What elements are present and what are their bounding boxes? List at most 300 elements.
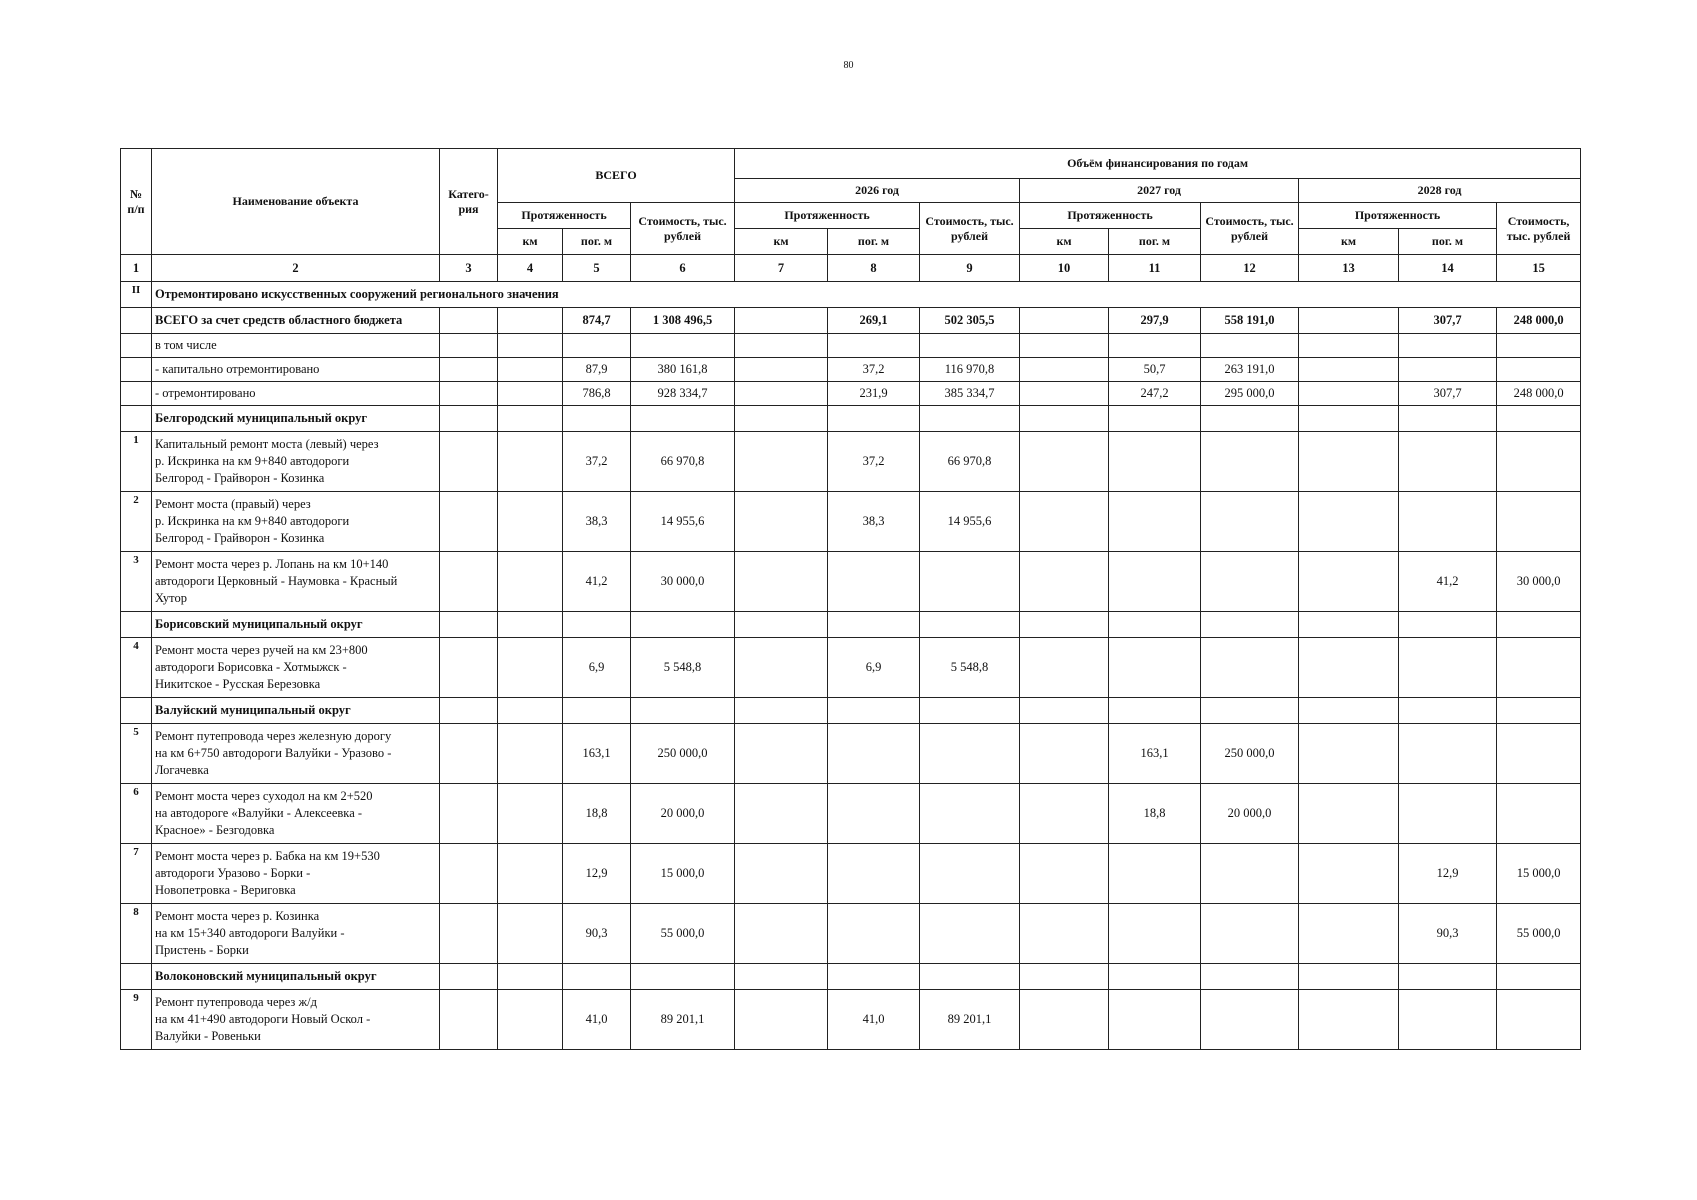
value-cell: 250 000,0 [631, 724, 735, 784]
value-cell: 295 000,0 [1201, 382, 1299, 406]
object-name-line: Волоконовский муниципальный округ [155, 969, 377, 984]
value-cell [1299, 308, 1399, 334]
value-cell [1109, 612, 1201, 638]
value-cell [498, 334, 563, 358]
value-cell [1299, 638, 1399, 698]
value-cell [1201, 432, 1299, 492]
value-cell [1020, 432, 1109, 492]
object-name-line: Никитское - Русская Березовка [155, 676, 321, 691]
value-cell [1201, 406, 1299, 432]
value-cell [1399, 638, 1497, 698]
value-cell [735, 612, 828, 638]
header-pog-m: пог. м [1109, 229, 1201, 255]
value-cell [440, 552, 498, 612]
header-total: ВСЕГО [498, 149, 735, 203]
value-cell [1399, 698, 1497, 724]
column-number-cell: 2 [152, 255, 440, 282]
value-cell: 250 000,0 [1201, 724, 1299, 784]
header-km: км [498, 229, 563, 255]
value-cell: 1 308 496,5 [631, 308, 735, 334]
value-cell: 15 000,0 [1497, 844, 1581, 904]
value-cell [1497, 358, 1581, 382]
value-cell: 116 970,8 [920, 358, 1020, 382]
value-cell: 41,0 [828, 990, 920, 1050]
value-cell: 248 000,0 [1497, 308, 1581, 334]
object-name-line: на км 15+340 автодороги Валуйки - [155, 926, 345, 941]
value-cell [498, 612, 563, 638]
value-cell [498, 382, 563, 406]
object-name [152, 552, 440, 612]
header-length: Протяженность [498, 203, 631, 229]
value-cell: 55 000,0 [1497, 904, 1581, 964]
row-index: 3 [121, 552, 152, 612]
value-cell [440, 612, 498, 638]
value-cell: 37,2 [828, 358, 920, 382]
district-row [121, 698, 1581, 724]
value-cell [498, 990, 563, 1050]
value-cell: 15 000,0 [631, 844, 735, 904]
value-cell: 41,2 [563, 552, 631, 612]
value-cell [440, 904, 498, 964]
column-number-cell: 11 [1109, 255, 1201, 282]
value-cell: 163,1 [563, 724, 631, 784]
value-cell [563, 698, 631, 724]
table-row [121, 990, 1581, 1050]
value-cell: 6,9 [828, 638, 920, 698]
value-cell: 5 548,8 [920, 638, 1020, 698]
column-number-cell: 13 [1299, 255, 1399, 282]
value-cell [828, 904, 920, 964]
value-cell [631, 334, 735, 358]
header-cost: Стоимость, тыс. рублей [631, 203, 735, 255]
value-cell [1020, 724, 1109, 784]
object-name-line: на км 41+490 автодороги Новый Оскол - [155, 1012, 371, 1027]
value-cell: 385 334,7 [920, 382, 1020, 406]
object-name-line: на км 6+750 автодороги Валуйки - Уразово - [155, 746, 392, 761]
row-index: 6 [121, 784, 152, 844]
header-cost: Стоимость, тыс. рублей [920, 203, 1020, 255]
value-cell [1399, 358, 1497, 382]
value-cell [563, 406, 631, 432]
header-year-2028: 2028 год [1299, 179, 1581, 203]
value-cell [1201, 844, 1299, 904]
value-cell [1020, 964, 1109, 990]
value-cell [1201, 552, 1299, 612]
section-row [121, 282, 1581, 308]
value-cell [1299, 358, 1399, 382]
object-name-line: Белгород - Грайворон - Козинка [155, 530, 325, 545]
value-cell [920, 698, 1020, 724]
column-number-cell: 12 [1201, 255, 1299, 282]
value-cell [828, 552, 920, 612]
value-cell [1201, 698, 1299, 724]
value-cell [1020, 492, 1109, 552]
value-cell [440, 990, 498, 1050]
value-cell [1299, 612, 1399, 638]
value-cell [735, 844, 828, 904]
object-name-line: Белгородский муниципальный округ [155, 411, 368, 426]
table-row [121, 432, 1581, 492]
value-cell [498, 724, 563, 784]
object-name-line: Ремонт моста (правый) через [155, 497, 311, 512]
value-cell: 12,9 [1399, 844, 1497, 904]
value-cell [1299, 964, 1399, 990]
value-cell [735, 492, 828, 552]
value-cell [631, 612, 735, 638]
object-name [152, 308, 440, 334]
value-cell [1299, 492, 1399, 552]
value-cell [1399, 406, 1497, 432]
header-km: км [1299, 229, 1399, 255]
object-name-line: р. Искринка на км 9+840 автодороги [155, 514, 350, 529]
value-cell [1201, 612, 1299, 638]
value-cell [1399, 432, 1497, 492]
value-cell: 89 201,1 [920, 990, 1020, 1050]
value-cell [1020, 308, 1109, 334]
column-number-cell: 5 [563, 255, 631, 282]
row-index: 9 [121, 990, 152, 1050]
value-cell [1497, 964, 1581, 990]
row-index [121, 406, 152, 432]
column-number-cell: 7 [735, 255, 828, 282]
value-cell [1020, 358, 1109, 382]
object-name-line: автодороги Уразово - Борки - [155, 866, 311, 881]
header-length: Протяженность [735, 203, 920, 229]
table-row [121, 552, 1581, 612]
row-index [121, 358, 152, 382]
value-cell: 14 955,6 [631, 492, 735, 552]
value-cell [1109, 638, 1201, 698]
row-index [121, 964, 152, 990]
value-cell: 307,7 [1399, 382, 1497, 406]
value-cell [1497, 990, 1581, 1050]
value-cell [1109, 698, 1201, 724]
value-cell [1299, 784, 1399, 844]
value-cell [828, 844, 920, 904]
value-cell [440, 406, 498, 432]
value-cell [1020, 406, 1109, 432]
value-cell [1109, 904, 1201, 964]
object-name-line: Хутор [155, 590, 187, 605]
value-cell [1399, 964, 1497, 990]
value-cell [1020, 612, 1109, 638]
value-cell [440, 492, 498, 552]
object-name-line: Борисовский муниципальный округ [155, 617, 363, 632]
total-row [121, 308, 1581, 334]
value-cell: 30 000,0 [1497, 552, 1581, 612]
value-cell [1109, 492, 1201, 552]
value-cell [920, 844, 1020, 904]
value-cell [1299, 334, 1399, 358]
header-cost: Стоимость, тыс. рублей [1497, 203, 1581, 255]
object-name [152, 334, 440, 358]
value-cell: 297,9 [1109, 308, 1201, 334]
value-cell [498, 358, 563, 382]
value-cell [1299, 904, 1399, 964]
object-name-line: Валуйский муниципальный округ [155, 703, 351, 718]
value-cell [828, 724, 920, 784]
item-row [121, 334, 1581, 358]
value-cell: 38,3 [828, 492, 920, 552]
value-cell [735, 552, 828, 612]
object-name [152, 612, 440, 638]
value-cell [1299, 844, 1399, 904]
table-row [121, 724, 1581, 784]
value-cell [631, 964, 735, 990]
column-number-cell: 10 [1020, 255, 1109, 282]
header-length: Протяженность [1020, 203, 1201, 229]
value-cell [828, 334, 920, 358]
value-cell: 50,7 [1109, 358, 1201, 382]
item-row [121, 358, 1581, 382]
value-cell [920, 406, 1020, 432]
value-cell [440, 358, 498, 382]
value-cell [1020, 638, 1109, 698]
value-cell [1399, 334, 1497, 358]
value-cell [1299, 698, 1399, 724]
value-cell [1497, 724, 1581, 784]
value-cell [920, 964, 1020, 990]
object-name-line: Красное» - Безгодовка [155, 822, 275, 837]
object-name-line: Ремонт моста через ручей на км 23+800 [155, 643, 368, 658]
value-cell [1497, 406, 1581, 432]
value-cell [1399, 612, 1497, 638]
object-name-line: Пристень - Борки [155, 942, 249, 957]
object-name [152, 784, 440, 844]
column-number-cell: 9 [920, 255, 1020, 282]
value-cell [498, 308, 563, 334]
value-cell [828, 784, 920, 844]
value-cell [920, 612, 1020, 638]
value-cell: 90,3 [563, 904, 631, 964]
value-cell [920, 724, 1020, 784]
header-financing: Объём финансирования по годам [735, 149, 1581, 179]
header-length: Протяженность [1299, 203, 1497, 229]
value-cell: 163,1 [1109, 724, 1201, 784]
item-row [121, 382, 1581, 406]
object-name [152, 698, 440, 724]
object-name [152, 904, 440, 964]
object-name-line: в том числе [155, 338, 217, 353]
value-cell [735, 382, 828, 406]
value-cell [498, 432, 563, 492]
value-cell [920, 552, 1020, 612]
value-cell: 41,2 [1399, 552, 1497, 612]
value-cell [828, 964, 920, 990]
district-row [121, 406, 1581, 432]
value-cell [631, 698, 735, 724]
value-cell [563, 964, 631, 990]
value-cell [1201, 638, 1299, 698]
value-cell [828, 612, 920, 638]
column-number-cell: 3 [440, 255, 498, 282]
value-cell [498, 492, 563, 552]
value-cell [1497, 638, 1581, 698]
value-cell [1109, 990, 1201, 1050]
value-cell [1201, 904, 1299, 964]
object-name-line: - отремонтировано [155, 386, 256, 401]
column-number-cell: 15 [1497, 255, 1581, 282]
object-name-line: Новопетровка - Вериговка [155, 882, 296, 897]
value-cell [498, 964, 563, 990]
value-cell [735, 308, 828, 334]
value-cell [440, 308, 498, 334]
object-name [152, 382, 440, 406]
value-cell: 248 000,0 [1497, 382, 1581, 406]
value-cell [920, 784, 1020, 844]
value-cell: 55 000,0 [631, 904, 735, 964]
value-cell: 41,0 [563, 990, 631, 1050]
value-cell [1020, 698, 1109, 724]
value-cell [1299, 552, 1399, 612]
row-index: 8 [121, 904, 152, 964]
value-cell [1109, 964, 1201, 990]
table-body [121, 255, 1581, 1050]
value-cell [1299, 406, 1399, 432]
object-name-line: Валуйки - Ровеньки [155, 1028, 261, 1043]
object-name-line: р. Искринка на км 9+840 автодороги [155, 454, 350, 469]
object-name-line: Логачевка [155, 762, 209, 777]
header-name: Наименование объекта [152, 149, 440, 255]
value-cell [440, 724, 498, 784]
row-index: 4 [121, 638, 152, 698]
value-cell: 87,9 [563, 358, 631, 382]
district-row [121, 612, 1581, 638]
table-row [121, 638, 1581, 698]
value-cell [828, 406, 920, 432]
value-cell: 66 970,8 [631, 432, 735, 492]
value-cell [1109, 406, 1201, 432]
value-cell: 558 191,0 [1201, 308, 1299, 334]
value-cell [735, 406, 828, 432]
object-name-line: автодороги Борисовка - Хотмыжск - [155, 660, 347, 675]
value-cell [440, 784, 498, 844]
object-name [152, 638, 440, 698]
row-index [121, 308, 152, 334]
header-km: км [735, 229, 828, 255]
value-cell [1497, 492, 1581, 552]
value-cell [1020, 334, 1109, 358]
value-cell [1201, 334, 1299, 358]
value-cell: 247,2 [1109, 382, 1201, 406]
header-no: № п/п [121, 149, 152, 255]
row-index: 5 [121, 724, 152, 784]
column-number-cell: 6 [631, 255, 735, 282]
object-name [152, 432, 440, 492]
value-cell [1109, 432, 1201, 492]
value-cell [440, 432, 498, 492]
value-cell [1109, 552, 1201, 612]
value-cell [735, 334, 828, 358]
value-cell: 874,7 [563, 308, 631, 334]
object-name-line: автодороги Церковный - Наумовка - Красный [155, 574, 398, 589]
object-name-line: Капитальный ремонт моста (левый) через [155, 437, 379, 452]
object-name [152, 358, 440, 382]
value-cell [1201, 990, 1299, 1050]
value-cell: 37,2 [828, 432, 920, 492]
value-cell [1109, 844, 1201, 904]
value-cell: 20 000,0 [631, 784, 735, 844]
value-cell: 380 161,8 [631, 358, 735, 382]
row-index [121, 612, 152, 638]
value-cell [440, 638, 498, 698]
row-index: 7 [121, 844, 152, 904]
column-number-cell: 4 [498, 255, 563, 282]
header-year-2026: 2026 год [735, 179, 1020, 203]
value-cell: 786,8 [563, 382, 631, 406]
value-cell [735, 432, 828, 492]
value-cell [920, 904, 1020, 964]
header-pog-m: пог. м [563, 229, 631, 255]
value-cell [498, 552, 563, 612]
object-name-line: Ремонт моста через р. Козинка [155, 909, 320, 924]
object-name-line: на автодороге «Валуйки - Алексеевка - [155, 806, 363, 821]
value-cell: 14 955,6 [920, 492, 1020, 552]
value-cell: 20 000,0 [1201, 784, 1299, 844]
value-cell: 30 000,0 [631, 552, 735, 612]
value-cell [920, 334, 1020, 358]
object-name-line: ВСЕГО за счет средств областного бюджета [155, 313, 403, 328]
value-cell [1497, 432, 1581, 492]
value-cell [1497, 698, 1581, 724]
value-cell: 269,1 [828, 308, 920, 334]
object-name-line: Ремонт путепровода через ж/д [155, 995, 317, 1010]
object-name-line: Белгород - Грайворон - Козинка [155, 470, 325, 485]
page-number: 80 [843, 60, 854, 71]
value-cell [498, 904, 563, 964]
value-cell [498, 638, 563, 698]
value-cell [1399, 784, 1497, 844]
value-cell [1020, 990, 1109, 1050]
column-number-cell: 1 [121, 255, 152, 282]
value-cell: 5 548,8 [631, 638, 735, 698]
table-row [121, 844, 1581, 904]
district-row [121, 964, 1581, 990]
value-cell [498, 844, 563, 904]
value-cell [631, 406, 735, 432]
object-name-line: Ремонт моста через суходол на км 2+520 [155, 789, 373, 804]
value-cell: 18,8 [1109, 784, 1201, 844]
financing-table [120, 148, 1581, 1050]
row-index: 1 [121, 432, 152, 492]
value-cell [1299, 990, 1399, 1050]
value-cell [1201, 964, 1299, 990]
column-number-cell: 8 [828, 255, 920, 282]
value-cell [498, 784, 563, 844]
object-name-line: Отремонтировано искусственных сооружений регионального значения [155, 287, 559, 302]
column-numbers-row [121, 255, 1581, 282]
header-category: Катего-рия [440, 149, 498, 255]
object-name-line: Ремонт моста через р. Лопань на км 10+140 [155, 557, 389, 572]
value-cell: 307,7 [1399, 308, 1497, 334]
row-index [121, 382, 152, 406]
row-index [121, 334, 152, 358]
value-cell [735, 990, 828, 1050]
value-cell: 90,3 [1399, 904, 1497, 964]
value-cell [1020, 844, 1109, 904]
header-pog-m: пог. м [1399, 229, 1497, 255]
header-year-2027: 2027 год [1020, 179, 1299, 203]
column-number-cell: 14 [1399, 255, 1497, 282]
value-cell: 502 305,5 [920, 308, 1020, 334]
object-name [152, 724, 440, 784]
value-cell [1399, 724, 1497, 784]
table-header [121, 149, 1581, 255]
table-row [121, 784, 1581, 844]
value-cell: 263 191,0 [1201, 358, 1299, 382]
value-cell [1020, 904, 1109, 964]
value-cell [563, 334, 631, 358]
